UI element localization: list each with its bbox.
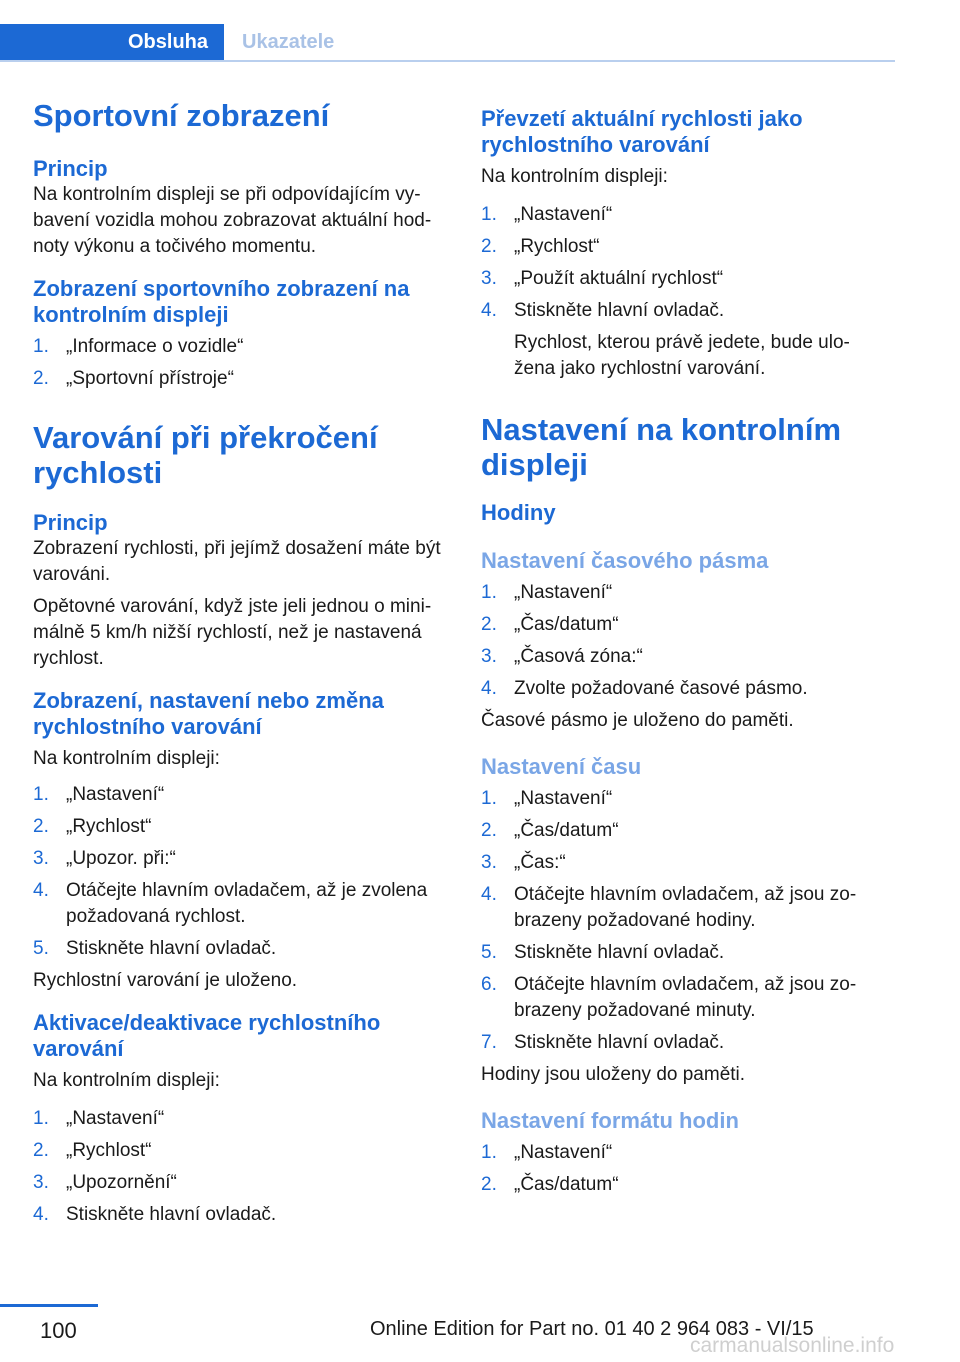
list-prevzeti (481, 202, 876, 382)
intro-kontrolni-displej-3: Na kontrolním displeji: (481, 166, 668, 187)
heading-hodiny: Hodiny (481, 500, 556, 525)
list-item: 4. Stiskněte hlavní ovladač. Rychlost, kterou právě jedete, bude uložena jako rychlostní varování. (481, 300, 850, 379)
heading-princip-2: Princip (33, 510, 108, 535)
chapter-tabs (0, 24, 895, 62)
heading-princip-1: Princip (33, 156, 108, 181)
list-item: 4. Stiskněte hlavní ovladač. (33, 1204, 277, 1225)
page-number: 100 (40, 1318, 77, 1343)
paragraph-princip-2a: Zobrazení rychlosti, při jejímž dosažení máte být varováni. (33, 538, 441, 585)
list-item: 5. Stiskněte hlavní ovladač. (33, 938, 277, 959)
list-item: 3. „Časová zóna:“ (481, 646, 643, 667)
list-item: 6. Otáčejte hlavním ovladačem, až jsou zobrazeny požadované minuty. (481, 974, 857, 1021)
watermark: carmanualsonline.info (690, 1334, 895, 1357)
list-item: 1. „Nastavení“ (33, 1108, 165, 1129)
list-casove-pasmo (481, 580, 876, 702)
outro-pasmo-ulozeno: Časové pásmo je uloženo do paměti. (481, 710, 794, 731)
list-item: 2. „Rychlost“ (33, 816, 152, 837)
section-title-sportovni: Sportovní zobrazení (33, 98, 330, 133)
intro-kontrolni-displej: Na kontrolním displeji: (33, 748, 220, 769)
paragraph-princip-2b: Opětovné varování, když jste jeli jednou o minimálně 5 km/h nižší rychlostí, než je nastavená rychlost. (33, 596, 432, 669)
list-item: 3. „Použít aktuální rychlost“ (481, 268, 724, 289)
heading-zmena-varovani: Zobrazení, nastavení nebo změna rychlostního varování (33, 688, 384, 739)
list-item: 2. „Rychlost“ (33, 1140, 152, 1161)
tab-obsluha[interactable]: Obsluha (0, 24, 224, 60)
paragraph-princip-1: Na kontrolním displeji se při odpovídajícím vybavení vozidla mohou zobrazovat aktuální hodnoty výkonu a točivého momentu. (33, 184, 432, 257)
heading-format-hodin: Nastavení formátu hodin (481, 1108, 739, 1133)
list-item: 7. Stiskněte hlavní ovladač. (481, 1032, 725, 1053)
outro-ulozeno: Rychlostní varování je uloženo. (33, 970, 298, 991)
list-item: 4. Otáčejte hlavním ovladačem, až jsou zobrazeny požadované hodiny. (481, 884, 857, 931)
section-title-varovani: Varování při překročení rychlosti (33, 420, 378, 490)
list-format-hodin (481, 1140, 876, 1198)
list-sport (33, 334, 448, 392)
list-item: 3. „Upozor. při:“ (33, 848, 176, 869)
list-nastaveni-casu (481, 786, 876, 1056)
heading-nastaveni-casu: Nastavení času (481, 754, 642, 779)
list-item: 2. „Čas/datum“ (481, 614, 619, 635)
list-aktivace (33, 1106, 448, 1228)
list-item: 1. „Informace o vozidle“ (33, 336, 244, 357)
list-item: 2. „Čas/datum“ (481, 1174, 619, 1195)
list-zmena-varovani (33, 782, 448, 962)
footer-accent-line (0, 1304, 98, 1307)
intro-kontrolni-displej-2: Na kontrolním displeji: (33, 1070, 220, 1091)
list-item: 5. Stiskněte hlavní ovladač. (481, 942, 725, 963)
outro-hodiny-ulozeny: Hodiny jsou uloženy do paměti. (481, 1064, 746, 1085)
list-item: 4. Otáčejte hlavním ovladačem, až je zvolena požadovaná rychlost. (33, 880, 428, 927)
list-item: 1. „Nastavení“ (481, 582, 613, 603)
list-item: 3. „Upozornění“ (33, 1172, 177, 1193)
list-item: 4. Zvolte požadované časové pásmo. (481, 678, 808, 699)
tab-ukazatele[interactable]: Ukazatele (242, 30, 335, 53)
list-item: 1. „Nastavení“ (481, 788, 613, 809)
list-item: 1. „Nastavení“ (33, 784, 165, 805)
list-item: 1. „Nastavení“ (481, 1142, 613, 1163)
heading-zobrazeni-sport: Zobrazení sportovního zobrazení na kontrolním displeji (33, 276, 410, 327)
heading-prevzeti: Převzetí aktuální rychlosti jako rychlostního varování (481, 106, 803, 157)
section-title-nastaveni: Nastavení na kontrolním displeji (481, 412, 842, 482)
right-column (481, 106, 876, 1204)
edition-note: Online Edition for Part no. 01 40 2 964 083 - VI/15 (370, 1318, 814, 1340)
list-item: 2. „Sportovní přístroje“ (33, 368, 234, 389)
heading-casove-pasmo: Nastavení časového pásma (481, 548, 769, 573)
heading-aktivace: Aktivace/deaktivace rychlostního varování (33, 1010, 381, 1061)
list-item: 2. „Čas/datum“ (481, 820, 619, 841)
list-item: 1. „Nastavení“ (481, 204, 613, 225)
list-item: 3. „Čas:“ (481, 852, 566, 873)
tab-divider (0, 60, 895, 62)
list-item: 2. „Rychlost“ (481, 236, 600, 257)
left-column (33, 98, 448, 1234)
